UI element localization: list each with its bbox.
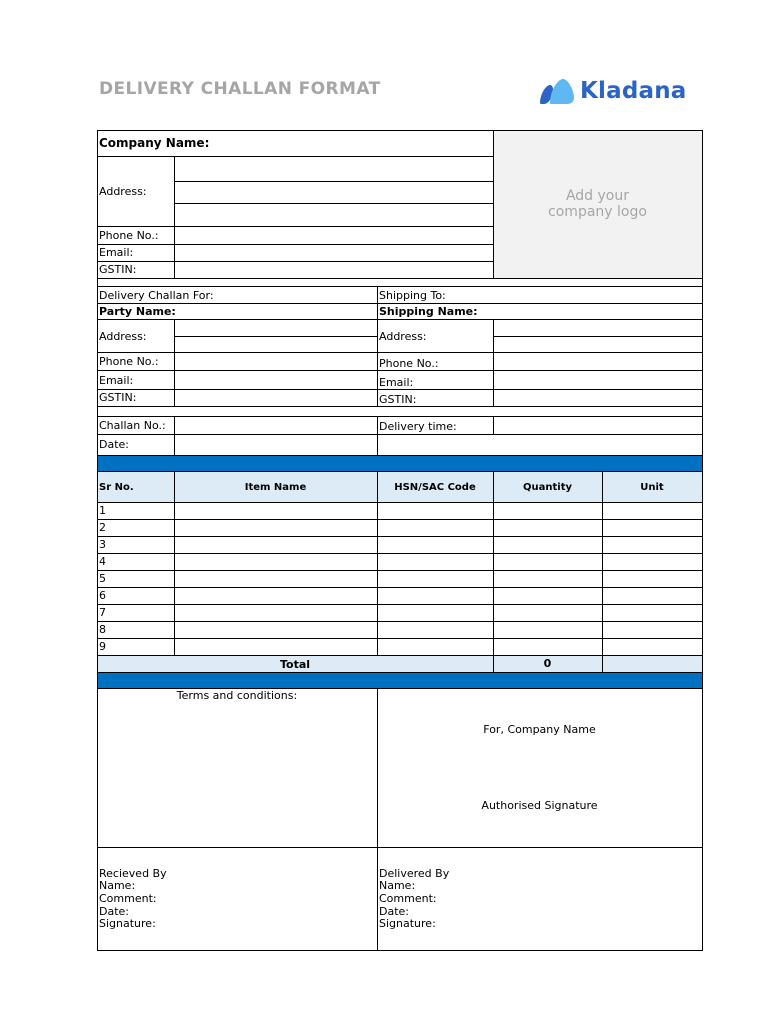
logo-placeholder-line1: Add your: [565, 188, 630, 204]
total-quantity-value: 0: [543, 657, 552, 670]
received-date-label: Date:: [99, 905, 129, 918]
company-email-label: Email:: [99, 246, 134, 259]
party-name-label: Party Name:: [99, 305, 176, 318]
column-header-item-name: Item Name: [244, 482, 307, 493]
delivered-signature-label: Signature:: [379, 917, 436, 930]
delivered-date-label: Date:: [379, 905, 409, 918]
delivery-time-label: Delivery time:: [379, 420, 457, 433]
party-gstin-label: GSTIN:: [99, 391, 137, 404]
company-name-label: Company Name:: [99, 136, 210, 150]
challan-date-label: Date:: [99, 438, 129, 451]
received-signature-label: Signature:: [99, 917, 156, 930]
delivered-comment-label: Comment:: [379, 892, 437, 905]
column-header-unit: Unit: [640, 482, 664, 493]
company-gstin-label: GSTIN:: [99, 263, 137, 276]
column-header-quantity: Quantity: [523, 482, 572, 493]
blue-band-top: [97, 455, 702, 471]
shipping-address-label: Address:: [379, 330, 427, 343]
table-row-number: 2: [99, 521, 106, 534]
party-phone-label: Phone No.:: [99, 355, 159, 368]
delivered-by-label: Delivered By: [379, 867, 450, 880]
shipping-gstin-label: GSTIN:: [379, 393, 417, 406]
shipping-email-label: Email:: [379, 376, 414, 389]
terms-label: Terms and conditions:: [176, 689, 298, 702]
brand-name: Kladana: [580, 78, 687, 104]
table-row-number: 1: [99, 504, 106, 517]
table-row-number: 9: [99, 640, 106, 653]
delivered-name-label: Name:: [379, 879, 416, 892]
logo-placeholder-line2: company logo: [548, 204, 647, 220]
received-by-label: Recieved By: [99, 867, 167, 880]
total-label: Total: [279, 658, 311, 671]
table-row-number: 8: [99, 623, 106, 636]
authorised-signature-label: Authorised Signature: [481, 799, 598, 812]
table-row-number: 4: [99, 555, 106, 568]
challan-number-label: Challan No.:: [99, 419, 166, 432]
received-comment-label: Comment:: [99, 892, 157, 905]
party-email-label: Email:: [99, 374, 134, 387]
received-name-label: Name:: [99, 879, 136, 892]
table-row-number: 5: [99, 572, 106, 585]
table-row-number: 6: [99, 589, 106, 602]
document-title: DELIVERY CHALLAN FORMAT: [99, 79, 381, 99]
shipping-to-label: Shipping To:: [379, 289, 446, 302]
company-phone-label: Phone No.:: [99, 229, 159, 242]
shipping-name-label: Shipping Name:: [379, 305, 478, 318]
blue-band-bottom: [97, 672, 702, 688]
party-address-label: Address:: [99, 330, 147, 343]
table-row-number: 3: [99, 538, 106, 551]
for-company-name: For, Company Name: [483, 723, 596, 736]
challan-for-label: Delivery Challan For:: [99, 289, 214, 302]
column-header-sr-no: Sr No.: [99, 482, 134, 493]
company-address-label: Address:: [99, 185, 147, 198]
shipping-phone-label: Phone No.:: [379, 357, 439, 370]
table-row-number: 7: [99, 606, 106, 619]
logo-placeholder-text[interactable]: [493, 188, 702, 220]
column-header-hsn-sac: HSN/SAC Code: [394, 482, 476, 493]
